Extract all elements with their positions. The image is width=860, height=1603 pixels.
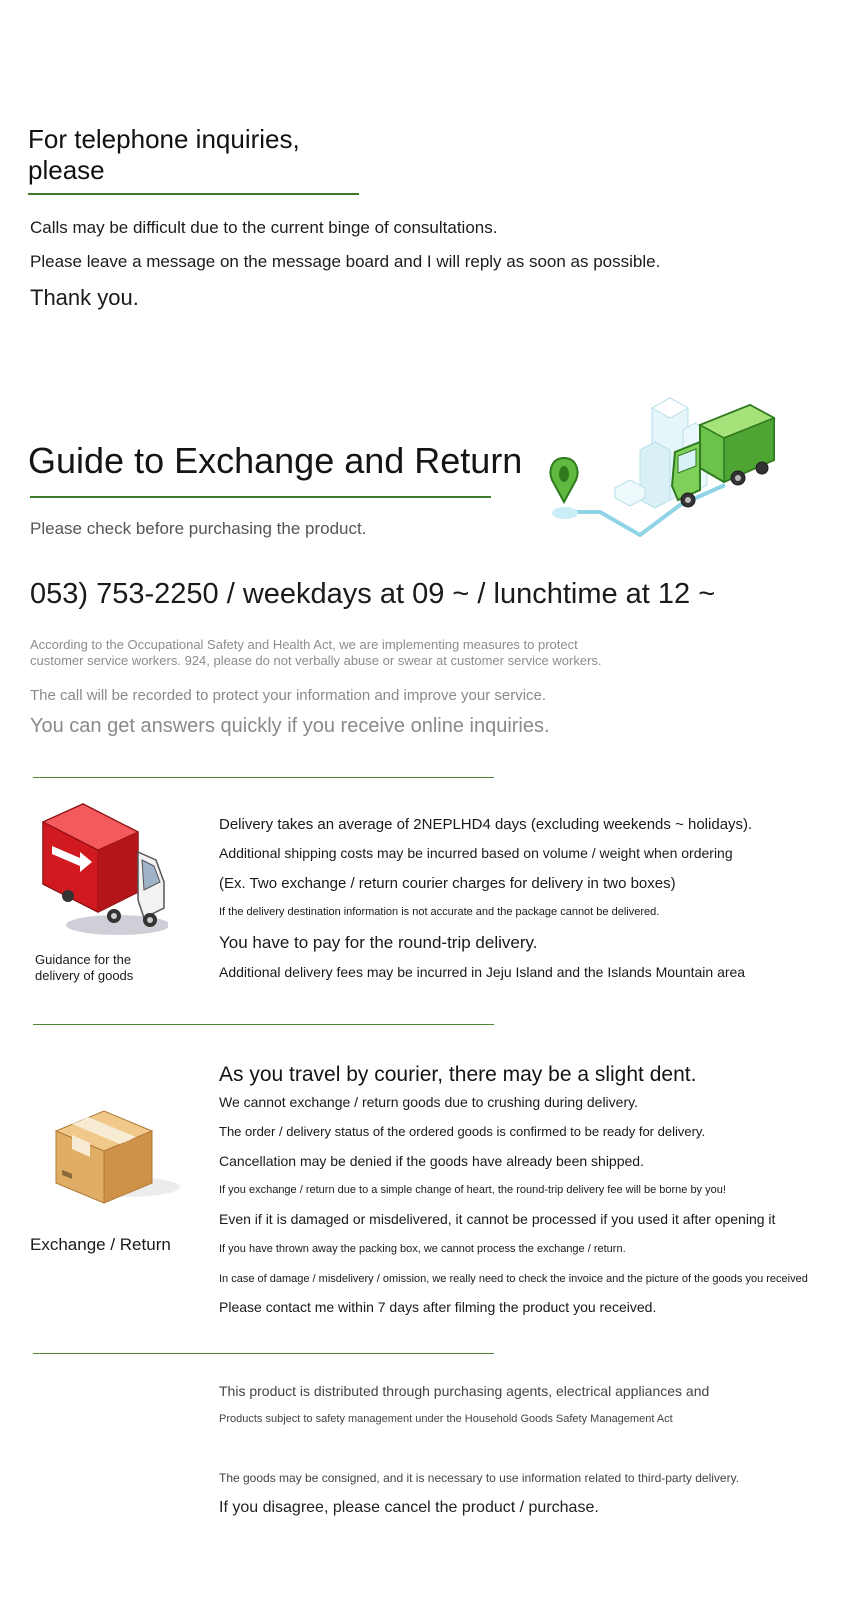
delivery-illustration bbox=[540, 390, 780, 540]
footer-line-4: If you disagree, please cancel the product / purchase. bbox=[219, 1499, 599, 1516]
telephone-line-2: Please leave a message on the message board and I will reply as soon as possible. bbox=[30, 252, 661, 271]
footer-line-1: This product is distributed through purchasing agents, electrical appliances and bbox=[219, 1383, 710, 1399]
delivery-line-3: (Ex. Two exchange / return courier charges for delivery in two boxes) bbox=[219, 875, 676, 892]
section-divider-3 bbox=[33, 1353, 494, 1354]
section-divider-1 bbox=[33, 777, 494, 778]
notice-line-2: customer service workers. 924, please do not verbally abuse or swear at customer service workers. bbox=[30, 653, 602, 668]
guide-divider bbox=[30, 496, 491, 498]
exchange-line-7: If you have thrown away the packing box, we cannot process the exchange / return. bbox=[219, 1243, 626, 1255]
exchange-line-8: In case of damage / misdelivery / omission, we really need to check the invoice and the picture of the goods you received bbox=[219, 1273, 808, 1285]
red-truck-icon bbox=[38, 800, 168, 940]
telephone-line-3: Thank you. bbox=[30, 285, 139, 310]
exchange-caption: Exchange / Return bbox=[30, 1235, 171, 1254]
online-notice: You can get answers quickly if you receive online inquiries. bbox=[30, 715, 550, 737]
exchange-line-5: If you exchange / return due to a simple change of heart, the round-trip delivery fee will be borne by you! bbox=[219, 1184, 726, 1196]
telephone-title: For telephone inquiries, please bbox=[28, 124, 300, 185]
footer-line-2: Products subject to safety management under the Household Goods Safety Management Act bbox=[219, 1413, 673, 1425]
exchange-line-1: As you travel by courier, there may be a slight dent. bbox=[219, 1063, 697, 1086]
footer-line-3: The goods may be consigned, and it is necessary to use information related to third-party delivery. bbox=[219, 1471, 740, 1485]
telephone-divider bbox=[28, 193, 359, 195]
phone-line: 053) 753-2250 / weekdays at 09 ~ / lunchtime at 12 ~ bbox=[30, 578, 716, 610]
record-notice: The call will be recorded to protect your information and improve your service. bbox=[30, 687, 547, 704]
cardboard-box-icon bbox=[50, 1105, 180, 1205]
delivery-line-4: If the delivery destination information is not accurate and the package cannot be delivered. bbox=[219, 906, 660, 918]
delivery-line-2: Additional shipping costs may be incurred based on volume / weight when ordering bbox=[219, 845, 733, 861]
guide-subtitle: Please check before purchasing the product. bbox=[30, 519, 367, 538]
telephone-line-1: Calls may be difficult due to the current binge of consultations. bbox=[30, 218, 498, 237]
section-divider-2 bbox=[33, 1024, 494, 1025]
notice-line-1: According to the Occupational Safety and Health Act, we are implementing measures to protect bbox=[30, 637, 578, 652]
delivery-caption: Guidance for the delivery of goods bbox=[35, 952, 134, 983]
delivery-line-1: Delivery takes an average of 2NEPLHD4 days (excluding weekends ~ holidays). bbox=[219, 816, 753, 833]
delivery-line-6: Additional delivery fees may be incurred in Jeju Island and the Islands Mountain area bbox=[219, 964, 746, 980]
delivery-line-5: You have to pay for the round-trip delivery. bbox=[219, 933, 538, 952]
exchange-line-2: We cannot exchange / return goods due to crushing during delivery. bbox=[219, 1094, 638, 1110]
exchange-line-4: Cancellation may be denied if the goods have already been shipped. bbox=[219, 1153, 644, 1169]
exchange-line-3: The order / delivery status of the ordered goods is confirmed to be ready for delivery. bbox=[219, 1124, 706, 1139]
exchange-line-6: Even if it is damaged or misdelivered, it cannot be processed if you used it after opening it bbox=[219, 1211, 776, 1227]
exchange-line-9: Please contact me within 7 days after filming the product you received. bbox=[219, 1299, 657, 1315]
guide-title: Guide to Exchange and Return bbox=[28, 440, 523, 481]
